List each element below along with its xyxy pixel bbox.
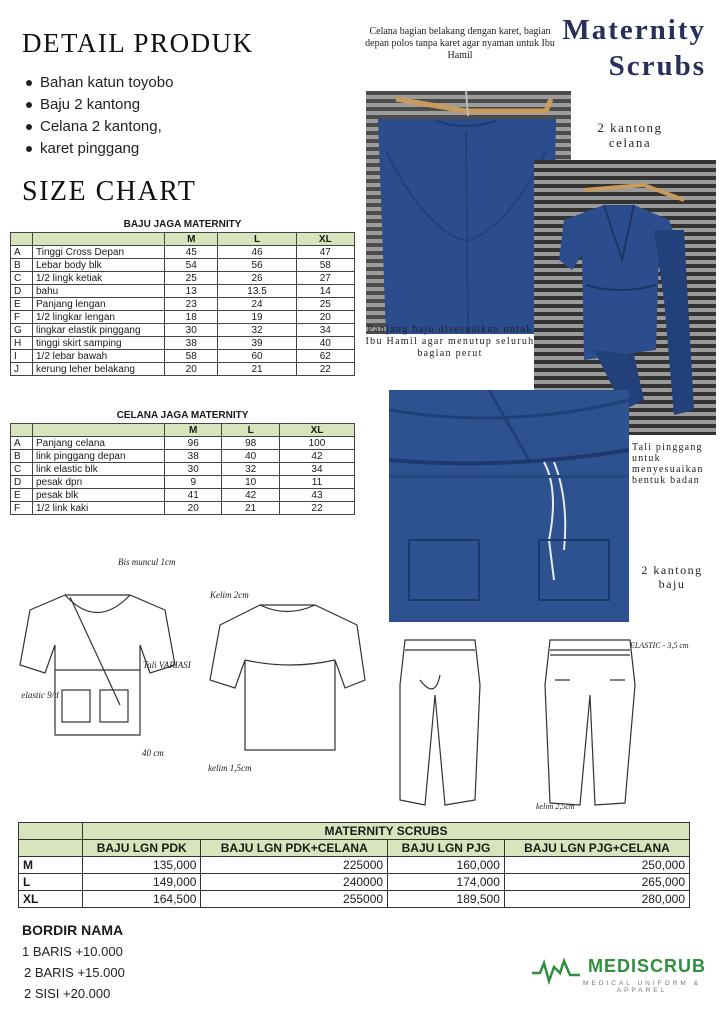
mediscrub-logo-text: MEDISCRUB [588,956,707,976]
row-value: 41 [165,489,222,502]
table-row [11,337,355,350]
row-value: 25 [296,298,354,311]
price-value: 149,000 [83,874,201,891]
table-row [11,350,355,363]
row-value: 32 [218,324,296,337]
price-col-header: BAJU LGN PJG [388,840,505,857]
row-value: 38 [165,337,218,350]
table-row [11,259,355,272]
row-value: 98 [222,437,279,450]
table-row [11,437,355,450]
row-value: 21 [222,502,279,515]
row-value: 42 [279,450,354,463]
row-value: 96 [165,437,222,450]
price-table [18,822,690,908]
row-key: C [11,272,33,285]
row-value: 20 [165,502,222,515]
bullet-item: Celana 2 kantong, [24,116,173,138]
bordir-line: 2 SISI +20.000 [24,986,111,1001]
row-key: A [11,246,33,259]
tali-pinggang-annotation: Tali pinggang untuk menyesuaikan bentuk badan [632,442,704,486]
price-value: 160,000 [388,857,505,874]
row-key: F [11,502,33,515]
row-key: B [11,450,33,463]
row-value: 58 [296,259,354,272]
baju-table-caption: BAJU JAGA MATERNITY [123,219,242,230]
price-col-header: BAJU LGN PDK+CELANA [201,840,388,857]
row-value: 43 [279,489,354,502]
row-value: 20 [296,311,354,324]
row-value: 58 [165,350,218,363]
table-row [11,324,355,337]
maternity-scrubs-brand [562,12,706,84]
row-key: C [11,463,33,476]
row-value: 13.5 [218,285,296,298]
kantong-baju-annotation: 2 kantong baju [641,563,703,591]
table-row [11,476,355,489]
brand-line-2: Scrubs [608,50,706,82]
price-size: XL [19,891,83,908]
bis-muncul-label: Bis muncul 1cm [118,557,176,567]
bordir-nama-title: BORDIR NAMA [22,922,124,938]
row-key: H [11,337,33,350]
bullet-item: karet pinggang [24,138,173,160]
panjang-baju-annotation: Panjang baju disesuaikan untuk Ibu Hamil agar menutup seluruh bagian perut [365,324,535,359]
price-col-header: BAJU LGN PJG+CELANA [504,840,689,857]
waist-tie-photo [389,390,629,622]
row-value: 62 [296,350,354,363]
row-value: 11 [279,476,354,489]
product-detail-list [24,72,173,160]
row-label: lingkar elastik pinggang [33,324,165,337]
table-row [11,363,355,376]
row-value: 13 [165,285,218,298]
size-40-label: 40 cm [142,748,164,758]
row-key: D [11,476,33,489]
row-value: 46 [218,246,296,259]
table-row [11,272,355,285]
price-col-header: BAJU LGN PDK [83,840,201,857]
col-l: L [222,424,279,437]
price-value: 280,000 [504,891,689,908]
col-m: M [165,233,218,246]
col-key [11,424,33,437]
mediscrub-logo-icon [530,955,582,985]
table-row [11,311,355,324]
price-value: 255000 [201,891,388,908]
kantong-celana-annotation: 2 kantong celana [597,120,663,150]
row-label: 1/2 lebar bawah [33,350,165,363]
row-value: 34 [279,463,354,476]
row-label: kerung leher belakang [33,363,165,376]
price-size: L [19,874,83,891]
price-row [19,857,690,874]
detail-produk-title: DETAIL PRODUK [22,28,254,58]
table-row [11,463,355,476]
price-row [19,874,690,891]
elastic-35-label: ELASTIC - 3,5 cm [630,641,689,650]
row-label: Lebar body blk [33,259,165,272]
price-value: 265,000 [504,874,689,891]
front-pants-sketch [390,625,505,815]
row-value: 60 [218,350,296,363]
row-value: 38 [165,450,222,463]
row-label: pesak blk [33,489,165,502]
row-value: 30 [165,463,222,476]
row-value: 24 [218,298,296,311]
table-row [11,246,355,259]
row-value: 18 [165,311,218,324]
row-value: 27 [296,272,354,285]
col-l: L [218,233,296,246]
row-label: Panjang lengan [33,298,165,311]
price-value: 225000 [201,857,388,874]
table-row [11,298,355,311]
row-label: 1/2 lingk ketiak [33,272,165,285]
row-label: link pinggang depan [33,450,165,463]
col-xl: XL [279,424,354,437]
row-label: tinggi skirt samping [33,337,165,350]
price-corner [19,823,83,840]
waist-tie-photo-image [389,390,629,622]
row-label: link elastic blk [33,463,165,476]
row-value: 22 [296,363,354,376]
kelim-2-label: Kelim 2cm [210,590,249,600]
row-label: Tinggi Cross Depan [33,246,165,259]
row-value: 34 [296,324,354,337]
row-value: 47 [296,246,354,259]
kelim-25-label: kelim 2,5cm [536,802,575,811]
celana-size-table [10,410,355,515]
row-label: bahu [33,285,165,298]
row-label: Panjang celana [33,437,165,450]
price-value: 174,000 [388,874,505,891]
brand-line-1: Maternity [562,14,706,46]
row-value: 20 [165,363,218,376]
row-value: 14 [296,285,354,298]
row-value: 21 [218,363,296,376]
row-value: 54 [165,259,218,272]
bullet-item: Bahan katun toyobo [24,72,173,94]
row-key: F [11,311,33,324]
table-row [11,489,355,502]
price-size: M [19,857,83,874]
price-value: 240000 [201,874,388,891]
row-key: D [11,285,33,298]
row-value: 32 [222,463,279,476]
price-value: 164,500 [83,891,201,908]
celana-table-caption: CELANA JAGA MATERNITY [116,410,249,421]
row-value: 19 [218,311,296,324]
col-m: M [165,424,222,437]
row-value: 22 [279,502,354,515]
size-chart-title: SIZE CHART [22,176,197,207]
price-value: 250,000 [504,857,689,874]
row-value: 30 [165,324,218,337]
bordir-line: 2 BARIS +15.000 [24,965,125,980]
row-value: 100 [279,437,354,450]
row-key: G [11,324,33,337]
bordir-line: 1 BARIS +10.000 [22,944,123,959]
row-value: 23 [165,298,218,311]
wrap-top-sketch [10,555,200,755]
row-label: pesak dpn [33,476,165,489]
row-key: I [11,350,33,363]
col-desc [33,233,165,246]
back-top-sketch [205,590,370,760]
row-value: 40 [296,337,354,350]
table-row [11,285,355,298]
price-value: 189,500 [388,891,505,908]
row-key: A [11,437,33,450]
kelim-15-label: kelim 1,5cm [208,763,252,773]
baju-size-table [10,219,355,376]
row-value: 45 [165,246,218,259]
col-key [11,233,33,246]
row-value: 25 [165,272,218,285]
row-value: 42 [222,489,279,502]
pants-back-annotation: Celana bagian belakang dengan karet, bagian depan polos tanpa karet agar nyaman untuk Ibu Hamil [365,26,555,61]
row-key: B [11,259,33,272]
bullet-item: Baju 2 kantong [24,94,173,116]
price-group-header: MATERNITY SCRUBS [83,823,690,840]
col-desc [33,424,165,437]
row-value: 40 [222,450,279,463]
price-value: 135,000 [83,857,201,874]
row-label: 1/2 lingkar lengan [33,311,165,324]
row-value: 9 [165,476,222,489]
price-corner-2 [19,840,83,857]
row-value: 26 [218,272,296,285]
table-row [11,450,355,463]
row-key: E [11,489,33,502]
row-value: 39 [218,337,296,350]
row-label: 1/2 link kaki [33,502,165,515]
row-value: 10 [222,476,279,489]
elastic-label: elastic 9/d [21,690,59,700]
row-key: E [11,298,33,311]
tali-variasi-label: Tali VARIASI [143,660,191,670]
row-key: J [11,363,33,376]
back-pants-sketch [530,625,655,815]
table-row [11,502,355,515]
mediscrub-tagline: MEDICAL UNIFORM & APPAREL [583,980,701,994]
row-value: 56 [218,259,296,272]
col-xl: XL [296,233,354,246]
price-row [19,891,690,908]
